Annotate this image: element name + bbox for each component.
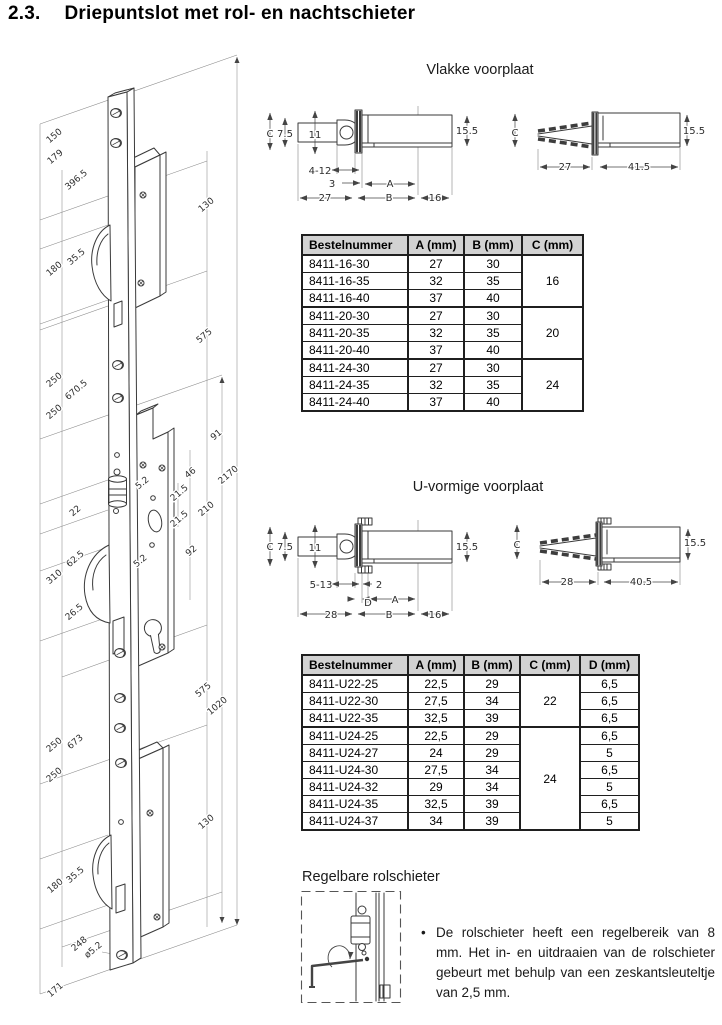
rolschieter-note (421, 923, 715, 1003)
table-cell: 27,5 (408, 762, 464, 779)
dimension-label: A (391, 595, 399, 606)
table-cell: 5 (580, 813, 639, 831)
table-cell: 8411-U24-30 (302, 762, 408, 779)
table-cell: 40 (464, 342, 522, 360)
table-cell: 5 (580, 779, 639, 796)
dimension-label: 28 (560, 577, 574, 588)
table-cell: 29 (464, 675, 520, 693)
flat-faceplate-roller-drawing (258, 103, 483, 208)
table-cell: 35 (464, 273, 522, 290)
table-cell: 40 (464, 394, 522, 412)
table-cell: 8411-24-30 (302, 359, 408, 377)
dimension-label: A (386, 179, 394, 190)
dimension-label: 21.5 (168, 509, 191, 530)
dimension-label: 180 (44, 260, 65, 279)
table-cell: 34 (464, 762, 520, 779)
dimension-label: 40.5 (629, 577, 653, 588)
table-cell: 29 (464, 745, 520, 762)
table-cell: 8411-20-40 (302, 342, 408, 360)
table-cell: 8411-20-30 (302, 307, 408, 325)
heading-uvormige-voorplaat: U-vormige voorplaat (412, 479, 544, 495)
table-cell: 8411-16-40 (302, 290, 408, 308)
uvormige-voorplaat-table (301, 654, 640, 831)
table-cell: 39 (464, 796, 520, 813)
table-cell: 8411-24-35 (302, 377, 408, 394)
u-faceplate-roller-drawing (258, 515, 483, 625)
dimension-label: 673 (65, 733, 86, 752)
table-cell: 37 (408, 394, 464, 412)
dimension-label: 7.5 (277, 129, 293, 140)
dimension-label: 2170 (216, 464, 241, 487)
table-cell: 27 (408, 307, 464, 325)
table-cell: 27 (408, 255, 464, 273)
u-faceplate-nightbolt-drawing (512, 518, 712, 598)
dimension-label: 27 (318, 193, 332, 204)
rolschieter-note-text: De rolschieter heeft een regelbereik van 8 mm. Het in- en uitdraaien van de rolschieter gebeurt met behulp van een zeskantsleuteltje van 2,5 mm. (436, 925, 715, 1000)
dimension-label: 46 (183, 465, 199, 481)
dimension-label: 150 (44, 127, 65, 146)
table-cell: 32 (408, 273, 464, 290)
table-cell: 39 (464, 813, 520, 831)
dimension-label: 130 (196, 813, 217, 832)
table-cell: 8411-U24-25 (302, 727, 408, 745)
table-cell: 8411-16-30 (302, 255, 408, 273)
dimension-label: C (511, 128, 519, 139)
dimension-label: C (266, 542, 274, 553)
table-cell: 8411-20-35 (302, 325, 408, 342)
dimension-label: 92 (184, 543, 200, 559)
table-cell: 35 (464, 325, 522, 342)
heading-regelbare-rolschieter: Regelbare rolschieter (302, 869, 440, 885)
table-cell: 8411-U22-25 (302, 675, 408, 693)
dimension-label: 11 (308, 543, 322, 554)
dimension-label: 16 (428, 193, 442, 204)
page-title (8, 3, 415, 25)
table-cell: 5 (580, 745, 639, 762)
heading-vlakke-voorplaat: Vlakke voorplaat (426, 62, 534, 78)
table-cell: 6,5 (580, 762, 639, 779)
dimension-label: 41.5 (627, 162, 651, 173)
dimension-label: 3 (328, 179, 336, 190)
column-header: Bestelnummer (302, 235, 408, 255)
dimension-label: 130 (196, 196, 217, 215)
table-cell: 30 (464, 255, 522, 273)
dimension-label: 179 (45, 148, 66, 167)
column-header: B (mm) (464, 655, 520, 675)
vlakke-voorplaat-table (301, 234, 584, 412)
dimension-label: 15.5 (683, 538, 707, 549)
table-cell: 22 (520, 675, 580, 727)
table-cell: 6,5 (580, 727, 639, 745)
table-cell: 24 (408, 745, 464, 762)
dimension-label: 575 (194, 327, 215, 346)
column-header: C (mm) (522, 235, 583, 255)
dimension-label: 91 (209, 427, 225, 443)
dimension-label: 27 (558, 162, 572, 173)
table-cell: 35 (464, 377, 522, 394)
dimension-label: 1020 (205, 695, 230, 718)
column-header: D (mm) (580, 655, 639, 675)
table-cell: 8411-U24-27 (302, 745, 408, 762)
table-cell: 8411-U24-37 (302, 813, 408, 831)
dimension-label: B (385, 193, 393, 204)
adjustable-roller-detail-drawing (300, 890, 402, 1004)
dimension-label: 35.5 (65, 247, 88, 268)
dimension-label: 310 (44, 568, 65, 587)
dimension-label: 250 (44, 766, 65, 785)
table-cell: 8411-U24-35 (302, 796, 408, 813)
dimension-label: 22 (68, 503, 84, 519)
dimension-label: 5.2 (132, 553, 150, 570)
lock-assembly-drawing (10, 55, 260, 1025)
section-number: 2.3. (8, 3, 41, 24)
table-cell: 37 (408, 290, 464, 308)
table-cell: 6,5 (580, 693, 639, 710)
table-cell: 32,5 (408, 710, 464, 728)
column-header: Bestelnummer (302, 655, 408, 675)
table-cell: 8411-U24-32 (302, 779, 408, 796)
table-cell: 24 (520, 727, 580, 830)
table-cell: 37 (408, 342, 464, 360)
table-cell: 34 (464, 779, 520, 796)
dimension-label: 11 (308, 130, 322, 141)
dimension-label: 250 (44, 371, 65, 390)
flat-faceplate-nightbolt-drawing (510, 108, 710, 183)
table-cell: 32 (408, 377, 464, 394)
dimension-label: 28 (324, 610, 338, 621)
section-title-text: Driepuntslot met rol- en nachtschieter (64, 3, 416, 24)
dimension-label: 248 (69, 935, 90, 954)
table-cell: 27,5 (408, 693, 464, 710)
table-cell: 30 (464, 359, 522, 377)
table-cell: 32 (408, 325, 464, 342)
dimension-label: 670.5 (63, 378, 90, 403)
table-cell: 24 (522, 359, 583, 411)
table-cell: 34 (464, 693, 520, 710)
dimension-label: 21.5 (168, 483, 191, 504)
column-header: B (mm) (464, 235, 522, 255)
dimension-label: 26.5 (63, 602, 86, 623)
column-header: A (mm) (408, 235, 464, 255)
table-cell: 8411-24-40 (302, 394, 408, 412)
table-cell: 8411-U22-35 (302, 710, 408, 728)
table-cell: 20 (522, 307, 583, 359)
dimension-label: 15.5 (455, 126, 479, 137)
table-cell: 34 (408, 813, 464, 831)
dimension-label: 250 (44, 736, 65, 755)
dimension-label: B (385, 610, 393, 621)
table-cell: 27 (408, 359, 464, 377)
table-cell: 30 (464, 307, 522, 325)
table-cell: 22,5 (408, 675, 464, 693)
table-cell: 40 (464, 290, 522, 308)
table-cell: 32,5 (408, 796, 464, 813)
dimension-label: 16 (428, 610, 442, 621)
column-header: C (mm) (520, 655, 580, 675)
bullet-icon: • (421, 925, 426, 940)
dimension-label: ø5.2 (82, 940, 105, 961)
table-cell: 39 (464, 710, 520, 728)
table-cell: 22,5 (408, 727, 464, 745)
column-header: A (mm) (408, 655, 464, 675)
dimension-label: 15.5 (455, 542, 479, 553)
table-cell: 6,5 (580, 675, 639, 693)
dimension-label: C (513, 540, 521, 551)
dimension-label: 575 (193, 681, 214, 700)
dimension-label: 15.5 (682, 126, 706, 137)
dimension-label: 62.5 (64, 549, 87, 570)
dimension-label: C (266, 129, 274, 140)
dimension-label: 180 (45, 877, 66, 896)
dimension-label: 2 (375, 580, 383, 591)
table-cell: 8411-16-35 (302, 273, 408, 290)
dimension-label: 250 (44, 403, 65, 422)
table-cell: 29 (464, 727, 520, 745)
dimension-label: 5.2 (134, 475, 152, 492)
dimension-label: 5-13 (309, 580, 333, 591)
table-cell: 6,5 (580, 796, 639, 813)
dimension-label: D (364, 598, 372, 609)
dimension-label: 4-12 (308, 166, 332, 177)
dimension-label: 396.5 (63, 168, 90, 193)
dimension-label: 7.5 (277, 542, 293, 553)
dimension-label: 35.5 (64, 865, 87, 886)
dimension-label: 210 (196, 500, 217, 519)
table-cell: 8411-U22-30 (302, 693, 408, 710)
table-cell: 16 (522, 255, 583, 307)
table-cell: 29 (408, 779, 464, 796)
table-cell: 6,5 (580, 710, 639, 728)
dimension-label: 171 (45, 981, 66, 1000)
